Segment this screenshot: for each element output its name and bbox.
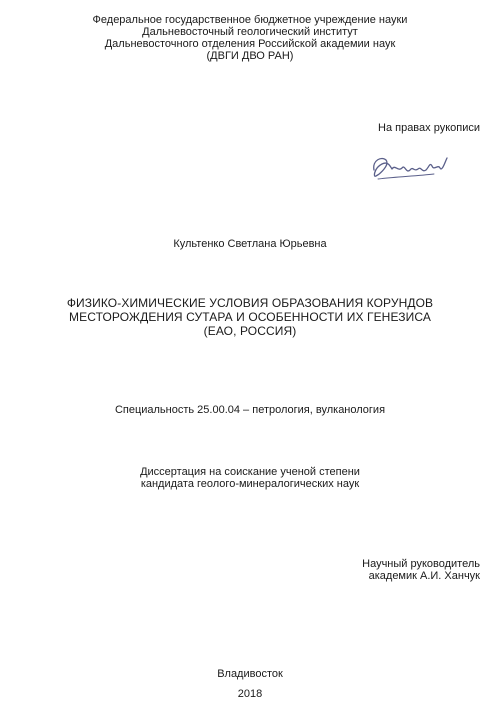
manuscript-rights-note: На правах рукописи <box>378 122 480 134</box>
title-line: МЕСТОРОЖДЕНИЯ СУТАРА И ОСОБЕННОСТИ ИХ ГЕНЕЗИСА <box>69 310 431 324</box>
degree-line: Диссертация на соискание ученой степени <box>140 466 360 478</box>
organization-line: Федеральное государственное бюджетное учреждение науки <box>92 14 408 26</box>
supervisor-name: академик А.И. Ханчук <box>368 570 480 582</box>
dissertation-title <box>0 296 500 338</box>
title-line: ФИЗИКО-ХИМИЧЕСКИЕ УСЛОВИЯ ОБРАЗОВАНИЯ КОРУНДОВ <box>66 296 434 310</box>
organization-header <box>0 14 500 62</box>
title-line: (ЕАО, РОССИЯ) <box>203 324 297 338</box>
organization-line: Дальневосточного отделения Российской академии наук <box>104 38 396 50</box>
supervisor-block <box>362 558 480 582</box>
organization-line: Дальневосточный геологический институт <box>142 26 358 38</box>
city: Владивосток <box>217 668 283 680</box>
author-name: Культенко Светлана Юрьевна <box>173 238 327 250</box>
degree-statement <box>0 466 500 490</box>
author-signature <box>368 150 450 184</box>
organization-abbreviation: (ДВГИ ДВО РАН) <box>206 50 294 62</box>
supervisor-role: Научный руководитель <box>362 558 480 570</box>
year: 2018 <box>237 688 263 700</box>
degree-line: кандидата геолого-минералогических наук <box>140 478 360 490</box>
place-and-year <box>0 668 500 700</box>
specialty-line: Специальность 25.00.04 – петрология, вулканология <box>114 404 386 416</box>
